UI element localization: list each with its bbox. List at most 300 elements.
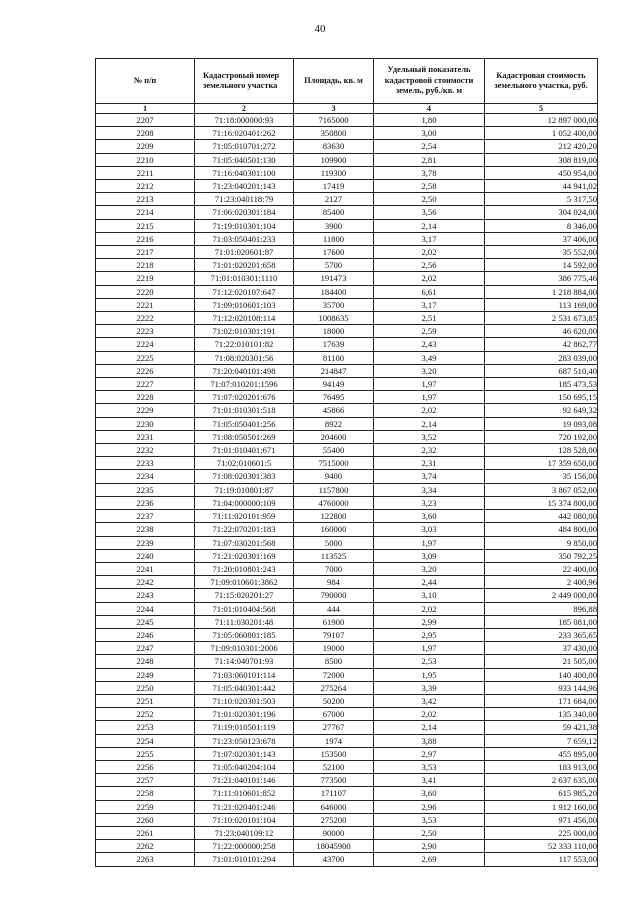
row-number-cell: 2213 [96, 193, 195, 206]
row-number-cell: 2246 [96, 628, 195, 641]
table-row [96, 417, 598, 430]
area-cell: 43700 [294, 853, 374, 866]
table-row [96, 787, 598, 800]
cadastral-value-cell: 113 169,00 [485, 298, 598, 311]
cadastral-number-cell: 71:08:020301:56 [195, 351, 294, 364]
row-number-cell: 2230 [96, 417, 195, 430]
row-number-cell: 2216 [96, 232, 195, 245]
unit-value-cell: 6,61 [374, 285, 485, 298]
cadastral-value-cell: 896,88 [485, 602, 598, 615]
header-number: № п/п [96, 59, 195, 104]
unit-value-cell: 3,52 [374, 430, 485, 443]
row-number-cell: 2252 [96, 708, 195, 721]
area-cell: 18045900 [294, 840, 374, 853]
cadastral-value-cell: 14 592,00 [485, 259, 598, 272]
cadastral-value-cell: 450 954,00 [485, 166, 598, 179]
area-cell: 1008635 [294, 312, 374, 325]
area-cell: 72000 [294, 668, 374, 681]
unit-value-cell: 2,44 [374, 576, 485, 589]
unit-value-cell: 3,41 [374, 774, 485, 787]
cadastral-value-cell: 185 473,53 [485, 378, 598, 391]
row-number-cell: 2214 [96, 206, 195, 219]
table-row [96, 734, 598, 747]
row-number-cell: 2220 [96, 285, 195, 298]
table-row [96, 576, 598, 589]
cadastral-number-cell: 71:01:020301:196 [195, 708, 294, 721]
cadastral-number-cell: 71:06:020301:184 [195, 206, 294, 219]
table-row [96, 510, 598, 523]
row-number-cell: 2207 [96, 114, 195, 127]
cadastral-number-cell: 71:01:010401:671 [195, 444, 294, 457]
row-number-cell: 2259 [96, 800, 195, 813]
row-number-cell: 2211 [96, 166, 195, 179]
area-cell: 76495 [294, 391, 374, 404]
table-row [96, 668, 598, 681]
unit-value-cell: 2,53 [374, 655, 485, 668]
unit-value-cell: 2,51 [374, 312, 485, 325]
cadastral-value-cell: 5 317,50 [485, 193, 598, 206]
area-cell: 8922 [294, 417, 374, 430]
cadastral-value-cell: 687 510,40 [485, 364, 598, 377]
table-row [96, 206, 598, 219]
area-cell: 1974 [294, 734, 374, 747]
unit-value-cell: 1,97 [374, 536, 485, 549]
unit-value-cell: 3,20 [374, 562, 485, 575]
row-number-cell: 2215 [96, 219, 195, 232]
cadastral-value-cell: 15 374 800,00 [485, 496, 598, 509]
cadastral-value-cell: 44 941,02 [485, 180, 598, 193]
row-number-cell: 2224 [96, 338, 195, 351]
row-number-cell: 2218 [96, 259, 195, 272]
cadastral-value-cell: 2 449 000,00 [485, 589, 598, 602]
unit-value-cell: 2,14 [374, 219, 485, 232]
area-cell: 7515000 [294, 457, 374, 470]
row-number-cell: 2217 [96, 246, 195, 259]
area-cell: 55400 [294, 444, 374, 457]
unit-value-cell: 1,95 [374, 668, 485, 681]
table-row [96, 470, 598, 483]
table-row [96, 193, 598, 206]
table-row [96, 180, 598, 193]
area-cell: 119300 [294, 166, 374, 179]
cadastral-number-cell: 71:11:020101:959 [195, 510, 294, 523]
area-cell: 4760000 [294, 496, 374, 509]
area-cell: 1157800 [294, 483, 374, 496]
table-row [96, 628, 598, 641]
unit-value-cell: 2,02 [374, 602, 485, 615]
cadastral-number-cell: 71:12:020108:114 [195, 312, 294, 325]
cadastral-number-cell: 71:04:000000:109 [195, 496, 294, 509]
unit-value-cell: 3,34 [374, 483, 485, 496]
area-cell: 275200 [294, 813, 374, 826]
row-number-cell: 2243 [96, 589, 195, 602]
cadastral-number-cell: 71:16:040301:100 [195, 166, 294, 179]
row-number-cell: 2228 [96, 391, 195, 404]
header-unit-value: Удельный показатель кадастровой стоимости земель, руб./кв. м [374, 59, 485, 104]
area-cell: 204600 [294, 430, 374, 443]
cadastral-value-cell: 17 359 650,00 [485, 457, 598, 470]
cadastral-number-cell: 71:21:020301:169 [195, 549, 294, 562]
area-cell: 50200 [294, 694, 374, 707]
row-number-cell: 2222 [96, 312, 195, 325]
unit-value-cell: 3,39 [374, 681, 485, 694]
cadastral-value-cell: 933 144,96 [485, 681, 598, 694]
cadastral-number-cell: 71:03:050401:233 [195, 232, 294, 245]
table-row [96, 655, 598, 668]
cadastral-value-cell: 128 528,00 [485, 444, 598, 457]
area-cell: 350800 [294, 127, 374, 140]
table-row [96, 140, 598, 153]
cadastral-number-cell: 71:07:020201:676 [195, 391, 294, 404]
cadastral-number-cell: 71:08:020301:383 [195, 470, 294, 483]
row-number-cell: 2234 [96, 470, 195, 483]
row-number-cell: 2255 [96, 747, 195, 760]
table-row [96, 312, 598, 325]
row-number-cell: 2257 [96, 774, 195, 787]
area-cell: 17419 [294, 180, 374, 193]
cadastral-number-cell: 71:20:040101:498 [195, 364, 294, 377]
cadastral-value-cell: 720 192,00 [485, 430, 598, 443]
cadastral-number-cell: 71:23:040109:12 [195, 826, 294, 839]
table-row [96, 153, 598, 166]
area-cell: 35700 [294, 298, 374, 311]
row-number-cell: 2212 [96, 180, 195, 193]
cadastral-value-cell: 117 553,00 [485, 853, 598, 866]
table-row [96, 166, 598, 179]
table-row [96, 338, 598, 351]
cadastral-number-cell: 71:05:040501:130 [195, 153, 294, 166]
unit-value-cell: 2,90 [374, 840, 485, 853]
cadastral-number-cell: 71:22:010101:82 [195, 338, 294, 351]
table-row [96, 549, 598, 562]
table-row [96, 246, 598, 259]
row-number-cell: 2263 [96, 853, 195, 866]
cadastral-number-cell: 71:18:000000:93 [195, 114, 294, 127]
unit-value-cell: 3,10 [374, 589, 485, 602]
unit-value-cell: 2,95 [374, 628, 485, 641]
unit-value-cell: 2,14 [374, 417, 485, 430]
cadastral-value-cell: 212 420,20 [485, 140, 598, 153]
cadastral-number-cell: 71:09:010301:2006 [195, 642, 294, 655]
cadastral-value-cell: 140 400,00 [485, 668, 598, 681]
unit-value-cell: 2,96 [374, 800, 485, 813]
area-cell: 52100 [294, 760, 374, 773]
table-row [96, 721, 598, 734]
unit-value-cell: 3,78 [374, 166, 485, 179]
area-cell: 171107 [294, 787, 374, 800]
area-cell: 85400 [294, 206, 374, 219]
table-row [96, 602, 598, 615]
row-number-cell: 2223 [96, 325, 195, 338]
row-number-cell: 2260 [96, 813, 195, 826]
unit-value-cell: 2,02 [374, 404, 485, 417]
row-number-cell: 2225 [96, 351, 195, 364]
table-row [96, 536, 598, 549]
cadastral-value-cell: 135 340,00 [485, 708, 598, 721]
cadastral-number-cell: 71:01:020201:658 [195, 259, 294, 272]
cadastral-value-cell: 308 819,00 [485, 153, 598, 166]
unit-value-cell: 2,81 [374, 153, 485, 166]
table-row [96, 457, 598, 470]
cadastral-number-cell: 71:09:010601:103 [195, 298, 294, 311]
cadastral-value-cell: 233 365,65 [485, 628, 598, 641]
unit-value-cell: 3,49 [374, 351, 485, 364]
unit-value-cell: 3,03 [374, 523, 485, 536]
unit-value-cell: 3,74 [374, 470, 485, 483]
cadastral-number-cell: 71:11:030201:48 [195, 615, 294, 628]
unit-value-cell: 3,56 [374, 206, 485, 219]
cadastral-value-cell: 442 080,00 [485, 510, 598, 523]
unit-value-cell: 3,42 [374, 694, 485, 707]
cadastral-number-cell: 71:19:010801:87 [195, 483, 294, 496]
cadastral-number-cell: 71:07:030201:568 [195, 536, 294, 549]
area-cell: 17639 [294, 338, 374, 351]
area-cell: 81100 [294, 351, 374, 364]
unit-value-cell: 1,80 [374, 114, 485, 127]
area-cell: 5000 [294, 536, 374, 549]
cadastral-number-cell: 71:12:020107:647 [195, 285, 294, 298]
area-cell: 444 [294, 602, 374, 615]
unit-value-cell: 2,14 [374, 721, 485, 734]
cadastral-number-cell: 71:14:040701:93 [195, 655, 294, 668]
row-number-cell: 2219 [96, 272, 195, 285]
column-number: 4 [374, 104, 485, 114]
cadastral-number-cell: 71:09:010601:3862 [195, 576, 294, 589]
cadastral-number-cell: 71:20:010801:243 [195, 562, 294, 575]
cadastral-number-cell: 71:05:040204:104 [195, 760, 294, 773]
unit-value-cell: 2,32 [374, 444, 485, 457]
area-cell: 19000 [294, 642, 374, 655]
row-number-cell: 2253 [96, 721, 195, 734]
row-number-cell: 2261 [96, 826, 195, 839]
cadastral-value-cell: 37 406,00 [485, 232, 598, 245]
table-row [96, 694, 598, 707]
table-row [96, 285, 598, 298]
cadastral-value-cell: 2 531 673,85 [485, 312, 598, 325]
row-number-cell: 2249 [96, 668, 195, 681]
cadastral-number-cell: 71:01:020601:87 [195, 246, 294, 259]
area-cell: 83630 [294, 140, 374, 153]
area-cell: 79107 [294, 628, 374, 641]
row-number-cell: 2251 [96, 694, 195, 707]
header-cadastral-number: Кадастровый номер земельного участка [195, 59, 294, 104]
area-cell: 5700 [294, 259, 374, 272]
unit-value-cell: 2,69 [374, 853, 485, 866]
unit-value-cell: 3,88 [374, 734, 485, 747]
table-row [96, 259, 598, 272]
unit-value-cell: 2,31 [374, 457, 485, 470]
unit-value-cell: 3,20 [374, 364, 485, 377]
cadastral-value-cell: 46 620,00 [485, 325, 598, 338]
unit-value-cell: 2,97 [374, 747, 485, 760]
unit-value-cell: 3,53 [374, 813, 485, 826]
table-row [96, 840, 598, 853]
cadastral-number-cell: 71:02:010601:5 [195, 457, 294, 470]
cadastral-number-cell: 71:03:060101:114 [195, 668, 294, 681]
unit-value-cell: 2,58 [374, 180, 485, 193]
cadastral-number-cell: 71:05:060801:185 [195, 628, 294, 641]
cadastral-value-cell: 283 039,00 [485, 351, 598, 364]
unit-value-cell: 3,17 [374, 298, 485, 311]
row-number-cell: 2236 [96, 496, 195, 509]
area-cell: 113525 [294, 549, 374, 562]
cadastral-value-cell: 183 913,00 [485, 760, 598, 773]
table-row [96, 272, 598, 285]
cadastral-value-cell: 150 695,15 [485, 391, 598, 404]
table-row [96, 351, 598, 364]
table-row [96, 127, 598, 140]
table-row [96, 483, 598, 496]
table-row [96, 496, 598, 509]
area-cell: 790000 [294, 589, 374, 602]
cadastral-number-cell: 71:15:020201:27 [195, 589, 294, 602]
table-row [96, 404, 598, 417]
cadastral-number-cell: 71:22:000000:258 [195, 840, 294, 853]
table-row [96, 114, 598, 127]
cadastral-value-cell: 1 218 884,00 [485, 285, 598, 298]
table-row [96, 615, 598, 628]
cadastral-value-cell: 8 346,00 [485, 219, 598, 232]
area-cell: 61900 [294, 615, 374, 628]
row-number-cell: 2233 [96, 457, 195, 470]
cadastral-number-cell: 71:07:020301:143 [195, 747, 294, 760]
area-cell: 773500 [294, 774, 374, 787]
area-cell: 27767 [294, 721, 374, 734]
area-cell: 8500 [294, 655, 374, 668]
cadastral-number-cell: 71:11:010601:852 [195, 787, 294, 800]
area-cell: 9400 [294, 470, 374, 483]
unit-value-cell: 2,50 [374, 193, 485, 206]
row-number-cell: 2221 [96, 298, 195, 311]
row-number-cell: 2256 [96, 760, 195, 773]
unit-value-cell: 2,02 [374, 246, 485, 259]
unit-value-cell: 2,02 [374, 708, 485, 721]
table-row [96, 681, 598, 694]
column-number: 5 [485, 104, 598, 114]
cadastral-number-cell: 71:10:020101:104 [195, 813, 294, 826]
cadastral-value-cell: 304 024,00 [485, 206, 598, 219]
unit-value-cell: 2,02 [374, 272, 485, 285]
cadastral-number-cell: 71:02:010301:191 [195, 325, 294, 338]
cadastral-number-cell: 71:08:050501:269 [195, 430, 294, 443]
cadastral-number-cell: 71:05:050401:256 [195, 417, 294, 430]
row-number-cell: 2209 [96, 140, 195, 153]
table-row [96, 364, 598, 377]
area-cell: 94149 [294, 378, 374, 391]
area-cell: 275264 [294, 681, 374, 694]
area-cell: 90000 [294, 826, 374, 839]
unit-value-cell: 2,99 [374, 615, 485, 628]
cadastral-number-cell: 71:01:010301:518 [195, 404, 294, 417]
unit-value-cell: 3,09 [374, 549, 485, 562]
table-row [96, 562, 598, 575]
unit-value-cell: 3,60 [374, 787, 485, 800]
area-cell: 11800 [294, 232, 374, 245]
cadastral-value-cell: 12 897 000,00 [485, 114, 598, 127]
cadastral-number-cell: 71:01:010101:294 [195, 853, 294, 866]
table-row [96, 298, 598, 311]
cadastral-number-cell: 71:22:070201:183 [195, 523, 294, 536]
cadastral-value-cell: 19 093,08 [485, 417, 598, 430]
table-row [96, 523, 598, 536]
row-number-cell: 2248 [96, 655, 195, 668]
cadastral-value-cell: 42 862,77 [485, 338, 598, 351]
cadastral-value-table [95, 58, 598, 867]
cadastral-number-cell: 71:16:020401:262 [195, 127, 294, 140]
table-row [96, 853, 598, 866]
table-row [96, 430, 598, 443]
row-number-cell: 2254 [96, 734, 195, 747]
cadastral-number-cell: 71:23:040118:79 [195, 193, 294, 206]
row-number-cell: 2239 [96, 536, 195, 549]
cadastral-number-cell: 71:23:050123:678 [195, 734, 294, 747]
row-number-cell: 2238 [96, 523, 195, 536]
page-number: 40 [314, 23, 326, 35]
unit-value-cell: 2,50 [374, 826, 485, 839]
column-number: 2 [195, 104, 294, 114]
area-cell: 3900 [294, 219, 374, 232]
cadastral-value-cell: 37 430,00 [485, 642, 598, 655]
area-cell: 184400 [294, 285, 374, 298]
area-cell: 214847 [294, 364, 374, 377]
cadastral-number-cell: 71:19:010301:104 [195, 219, 294, 232]
area-cell: 160000 [294, 523, 374, 536]
row-number-cell: 2235 [96, 483, 195, 496]
unit-value-cell: 3,17 [374, 232, 485, 245]
table-row [96, 378, 598, 391]
row-number-cell: 2237 [96, 510, 195, 523]
unit-value-cell: 2,59 [374, 325, 485, 338]
table-body [96, 114, 598, 867]
row-number-cell: 2210 [96, 153, 195, 166]
cadastral-value-cell: 971 456,00 [485, 813, 598, 826]
area-cell: 18000 [294, 325, 374, 338]
table-row [96, 391, 598, 404]
row-number-cell: 2247 [96, 642, 195, 655]
cadastral-value-cell: 1 912 160,00 [485, 800, 598, 813]
table-row [96, 325, 598, 338]
cadastral-number-cell: 71:23:040201:143 [195, 180, 294, 193]
cadastral-value-cell: 7 659,12 [485, 734, 598, 747]
cadastral-value-cell: 59 421,38 [485, 721, 598, 734]
cadastral-number-cell: 71:01:010404:568 [195, 602, 294, 615]
table-row [96, 774, 598, 787]
area-cell: 646000 [294, 800, 374, 813]
cadastral-value-cell: 185 081,00 [485, 615, 598, 628]
row-number-cell: 2262 [96, 840, 195, 853]
area-cell: 45866 [294, 404, 374, 417]
cadastral-value-cell: 350 792,25 [485, 549, 598, 562]
column-number: 3 [294, 104, 374, 114]
table-row [96, 444, 598, 457]
cadastral-number-cell: 71:05:010701:272 [195, 140, 294, 153]
cadastral-value-cell: 2 637 635,00 [485, 774, 598, 787]
header-row [96, 59, 598, 104]
cadastral-value-cell: 3 867 052,00 [485, 483, 598, 496]
column-number-row [96, 104, 598, 114]
cadastral-value-cell: 484 800,00 [485, 523, 598, 536]
cadastral-number-cell: 71:01:010301:1110 [195, 272, 294, 285]
cadastral-value-cell: 225 000,00 [485, 826, 598, 839]
cadastral-number-cell: 71:21:020401:246 [195, 800, 294, 813]
unit-value-cell: 1,97 [374, 378, 485, 391]
header-area: Площадь, кв. м [294, 59, 374, 104]
cadastral-value-cell: 21 505,00 [485, 655, 598, 668]
cadastral-value-cell: 1 052 400,00 [485, 127, 598, 140]
unit-value-cell: 3,53 [374, 760, 485, 773]
unit-value-cell: 3,60 [374, 510, 485, 523]
area-cell: 7165000 [294, 114, 374, 127]
